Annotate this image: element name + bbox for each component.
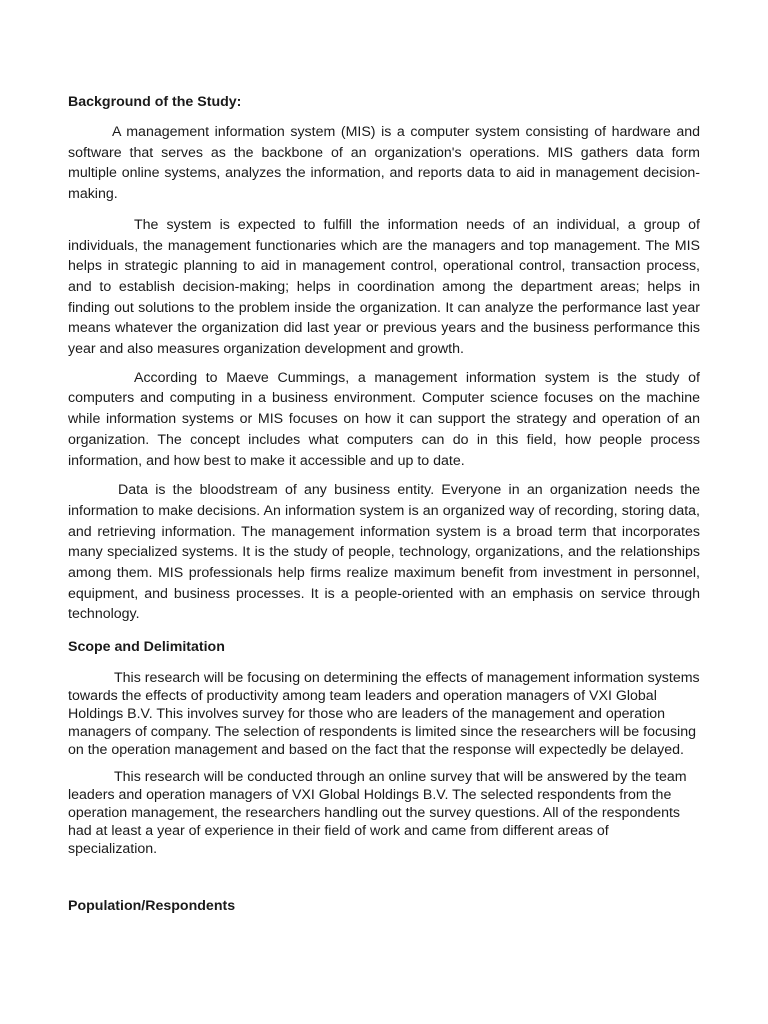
document-body [68, 92, 700, 916]
background-paragraph-3: According to Maeve Cummings, a management information system is the study of computers and computing in a business environment. Computer science focuses on the machine while information systems or MIS focuses on how it can support the strategy and operation of an organization. The concept includes what computers can do in this field, how people process information, and how best to make it accessible and up to date. [68, 369, 700, 469]
background-paragraph-2: The system is expected to fulfill the information needs of an individual, a group of individuals, the management functionaries which are the managers and top management. The MIS helps in strategic planning to aid in management control, operational control, transaction process, and to establish decision-making; helps in coordination among the department areas; helps in finding out solutions to the problem inside the organization. It can analyze the performance last year means whatever the organization did last year or previous years and the business performance this year and also measures organization development and growth. [68, 216, 700, 358]
scope-paragraph-1: This research will be focusing on determining the effects of management information systems towards the effects of productivity among team leaders and operation managers of VXI Global Holdings B.V. This involves survey for those who are leaders of the management and operation managers of company. The selection of respondents is limited since the researchers will be focusing on the operation management and based on the fact that the response will expectedly be delayed. [68, 670, 700, 759]
population-heading: Population/Respondents [68, 898, 236, 915]
background-heading: Background of the Study: [68, 94, 242, 110]
scope-paragraph-2: This research will be conducted through an online survey that will be answered by the team leaders and operation managers of VXI Global Holdings B.V. The selected respondents from the operation management, the researchers handling out the survey questions. All of the respondents had at least a year of experience in their field of work and came from different areas of specialization. [68, 769, 687, 858]
scope-heading: Scope and Delimitation [68, 639, 225, 656]
background-paragraph-1: A management information system (MIS) is a computer system consisting of hardware and software that serves as the backbone of an organization's operations. MIS gathers data form multiple online systems, analyzes the information, and reports data to aid in management decision-making. [68, 124, 700, 203]
background-paragraph-4: Data is the bloodstream of any business entity. Everyone in an organization needs the information to make decisions. An information system is an organized way of recording, storing data, and retrieving information. The management information system is a broad term that incorporates many specialized systems. It is the study of people, technology, organizations, and the relationships among them. MIS professionals help firms realize maximum benefit from investment in personnel, equipment, and business processes. It is a people-oriented with an emphasis on service through technology. [68, 482, 700, 623]
